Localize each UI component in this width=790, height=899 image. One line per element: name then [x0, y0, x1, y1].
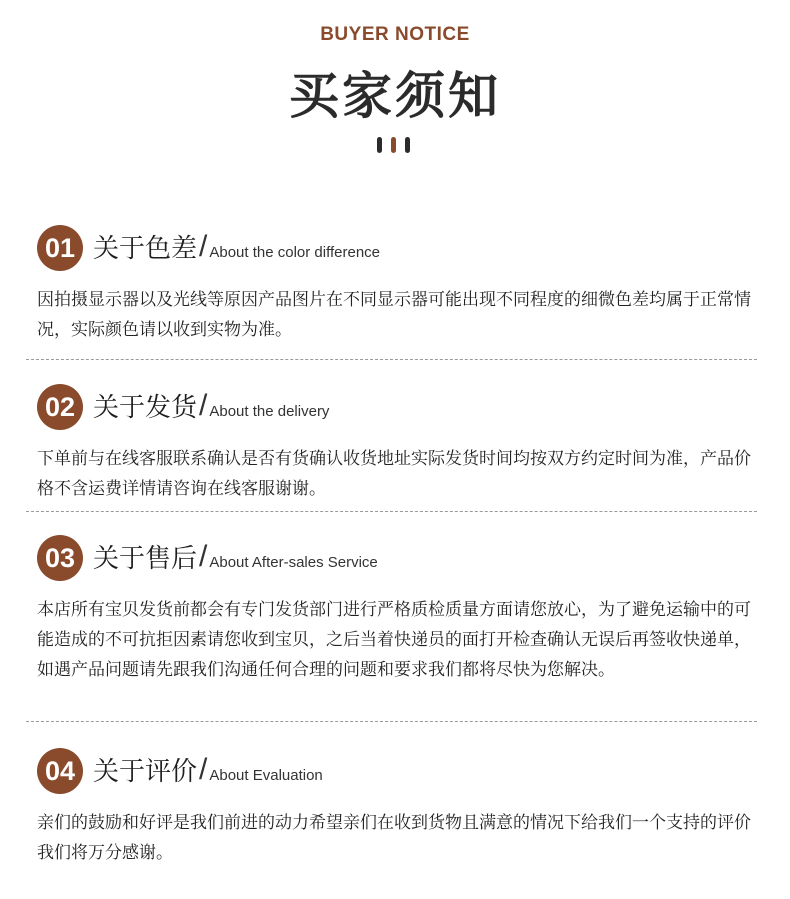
- section-title-en: About the color difference: [209, 244, 381, 261]
- section-body-text: 本店所有宝贝发货前都会有专门发货部门进行严格质检质量方面请您放心，为了避免运输中的可能造成的不可抗拒因素请您收到宝贝，之后当着快递员的面打开检查确认无误后再签收快递单，如遇产品问题请先跟我们沟通任何合理的问题和要求我们都将尽快为您解决。: [37, 600, 751, 680]
- section-title-zh: 关于发货: [93, 393, 198, 423]
- section-body-text: 下单前与在线客服联系确认是否有货确认收货地址实际发货时间均按双方约定时间为准，产品价格不含运费详情请咨询在线客服谢谢。: [37, 449, 751, 499]
- section-title-en: About Evaluation: [209, 767, 323, 784]
- decorative-bar-middle: [391, 137, 396, 153]
- section-divider: [26, 721, 757, 722]
- section-number-badge: 03: [37, 535, 83, 581]
- section-number-badge: 01: [37, 225, 83, 271]
- section-title-zh: 关于售后: [93, 544, 198, 574]
- section-number-badge: 04: [37, 748, 83, 794]
- header-english-title: BUYER NOTICE: [320, 24, 470, 45]
- section-title: [93, 228, 380, 273]
- decorative-bars: [377, 137, 417, 153]
- decorative-bar-left: [377, 137, 382, 153]
- section-title: [93, 387, 329, 432]
- section-divider: [26, 359, 757, 360]
- section-divider: [26, 511, 757, 512]
- title-separator: /: [199, 540, 208, 573]
- section-title: [93, 751, 323, 796]
- section-title-en: About After-sales Service: [209, 554, 378, 571]
- section-body-text: 亲们的鼓励和好评是我们前进的动力希望亲们在收到货物且满意的情况下给我们一个支持的评价我们将万分感谢。: [37, 813, 751, 863]
- section-title-zh: 关于色差: [93, 234, 198, 264]
- title-separator: /: [199, 753, 208, 786]
- decorative-bar-right: [405, 137, 410, 153]
- section-title-en: About the delivery: [209, 403, 330, 420]
- section-body-text: 因拍摄显示器以及光线等原因产品图片在不同显示器可能出现不同程度的细微色差均属于正常情况，实际颜色请以收到实物为准。: [37, 290, 751, 340]
- section-number-badge: 02: [37, 384, 83, 430]
- section-title: [93, 538, 378, 583]
- header-chinese-title: 买家须知: [289, 67, 501, 125]
- title-separator: /: [199, 230, 208, 263]
- title-separator: /: [199, 389, 208, 422]
- section-title-zh: 关于评价: [93, 757, 198, 787]
